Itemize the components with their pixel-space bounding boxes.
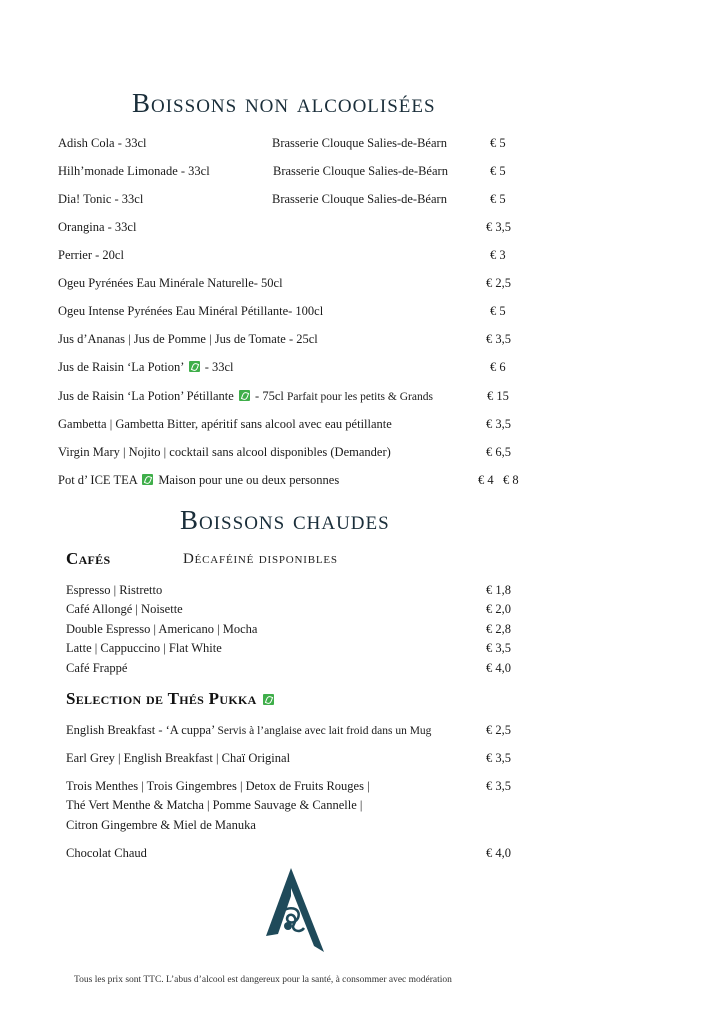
menu-item-price: € 6,5 <box>486 445 511 459</box>
menu-item-price: € 3 <box>490 248 506 262</box>
menu-item-name: Adish Cola - 33cl <box>58 136 147 150</box>
menu-item-name: Pot d’ ICE TEA <box>58 473 138 487</box>
menu-item-name: Virgin Mary | Nojito | cocktail sans alcool disponibles (Demander) <box>58 445 391 459</box>
menu-item-size: - 75cl <box>255 389 284 403</box>
menu-item-name: Gambetta | Gambetta Bitter, apéritif sans alcool avec eau pétillante <box>58 417 392 431</box>
teas-heading: Selection de Thés Pukka <box>66 689 257 708</box>
menu-item-producer: Brasserie Clouque Salies-de-Béarn <box>273 164 448 178</box>
menu-item-price: € 2,8 <box>486 622 511 636</box>
menu-item-name: Jus de Raisin ‘La Potion’ Pétillante <box>58 389 234 403</box>
menu-item-price: € 3,5 <box>486 220 511 234</box>
menu-item-price: € 2,5 <box>486 723 511 737</box>
menu-item-row <box>58 389 433 404</box>
decaf-note: Décaféiné disponibles <box>183 551 338 567</box>
menu-item-price: € 3,5 <box>486 751 511 765</box>
menu-item-price: € 4,0 <box>486 846 511 860</box>
menu-item-name: Perrier - 20cl <box>58 248 124 262</box>
hot-drinks-title: Boissons chaudes <box>180 505 390 535</box>
menu-item-price: € 5 <box>490 136 506 150</box>
menu-item-name: English Breakfast - ‘A cuppa’ <box>66 723 215 737</box>
menu-item-price: € 3,5 <box>486 332 511 346</box>
cold-drinks-title: Boissons non alcoolisées <box>132 88 436 118</box>
menu-item-name: Earl Grey | English Breakfast | Chaï Original <box>66 751 291 765</box>
menu-item-price: € 5 <box>490 192 506 206</box>
legal-footer: Tous les prix sont TTC. L’abus d’alcool est dangereux pour la santé, à consommer avec modération <box>74 975 452 985</box>
menu-item-name: Jus de Raisin ‘La Potion’ <box>58 360 184 374</box>
menu-item-producer: Brasserie Clouque Salies-de-Béarn <box>272 192 447 206</box>
menu-item-name-line: Trois Menthes | Trois Gingembres | Detox de Fruits Rouges | <box>66 779 370 793</box>
menu-item-price: € 4,0 <box>486 661 511 675</box>
menu-item-note: Parfait pour les petits & Grands <box>286 391 433 403</box>
menu-item-producer: Brasserie Clouque Salies-de-Béarn <box>272 136 447 150</box>
menu-item-price: € 6 <box>490 360 506 374</box>
menu-item-name: Espresso | Ristretto <box>66 583 163 597</box>
menu-item-row <box>58 360 234 375</box>
menu-item-note: Servis à l’anglaise avec lait froid dans un Mug <box>217 725 432 737</box>
menu-item-price: € 5 <box>490 304 506 318</box>
organic-leaf-icon <box>189 361 200 372</box>
menu-item-name: Orangina - 33cl <box>58 220 137 234</box>
menu-item-name: Double Espresso | Americano | Mocha <box>66 622 258 636</box>
menu-item-name: Dia! Tonic - 33cl <box>58 192 144 206</box>
menu-item-price: € 3,5 <box>486 641 511 655</box>
cafes-heading: Cafés <box>66 549 111 568</box>
menu-item-name-line: Citron Gingembre & Miel de Manuka <box>66 818 256 832</box>
menu-item-price: € 4 <box>478 473 494 487</box>
menu-item-name: Hilh’monade Limonade - 33cl <box>58 164 210 178</box>
teas-heading-row <box>66 689 276 709</box>
menu-item-name: Café Allongé | Noisette <box>66 602 183 616</box>
menu-item-price: € 5 <box>490 164 506 178</box>
menu-item-price: € 2,5 <box>486 276 511 290</box>
menu-item-name: Ogeu Intense Pyrénées Eau Minéral Pétillante- 100cl <box>58 304 324 318</box>
menu-item-name: Café Frappé <box>66 661 128 675</box>
menu-item-price: € 3,5 <box>486 417 511 431</box>
menu-item-name: Chocolat Chaud <box>66 846 147 860</box>
menu-item-price: € 1,8 <box>486 583 511 597</box>
menu-item-name: Jus d’Ananas | Jus de Pomme | Jus de Tomate - 25cl <box>58 332 318 346</box>
menu-item-price: € 3,5 <box>486 779 511 793</box>
menu-item-row <box>66 723 431 738</box>
organic-leaf-icon <box>239 390 250 401</box>
organic-leaf-icon <box>263 694 274 705</box>
menu-item-name: Latte | Cappuccino | Flat White <box>66 641 222 655</box>
menu-item-size: - 33cl <box>204 360 234 374</box>
menu-item-note: Maison pour une ou deux personnes <box>158 473 340 487</box>
organic-leaf-icon <box>142 474 153 485</box>
menu-item-row <box>58 473 339 488</box>
menu-item-price-large: € 8 <box>503 473 519 487</box>
logo-a-icon <box>258 866 328 954</box>
menu-item-name-line: Thé Vert Menthe & Matcha | Pomme Sauvage & Cannelle | <box>66 798 363 812</box>
menu-item-price: € 15 <box>487 389 509 403</box>
menu-item-name: Ogeu Pyrénées Eau Minérale Naturelle- 50cl <box>58 276 283 290</box>
menu-item-price: € 2,0 <box>486 602 511 616</box>
